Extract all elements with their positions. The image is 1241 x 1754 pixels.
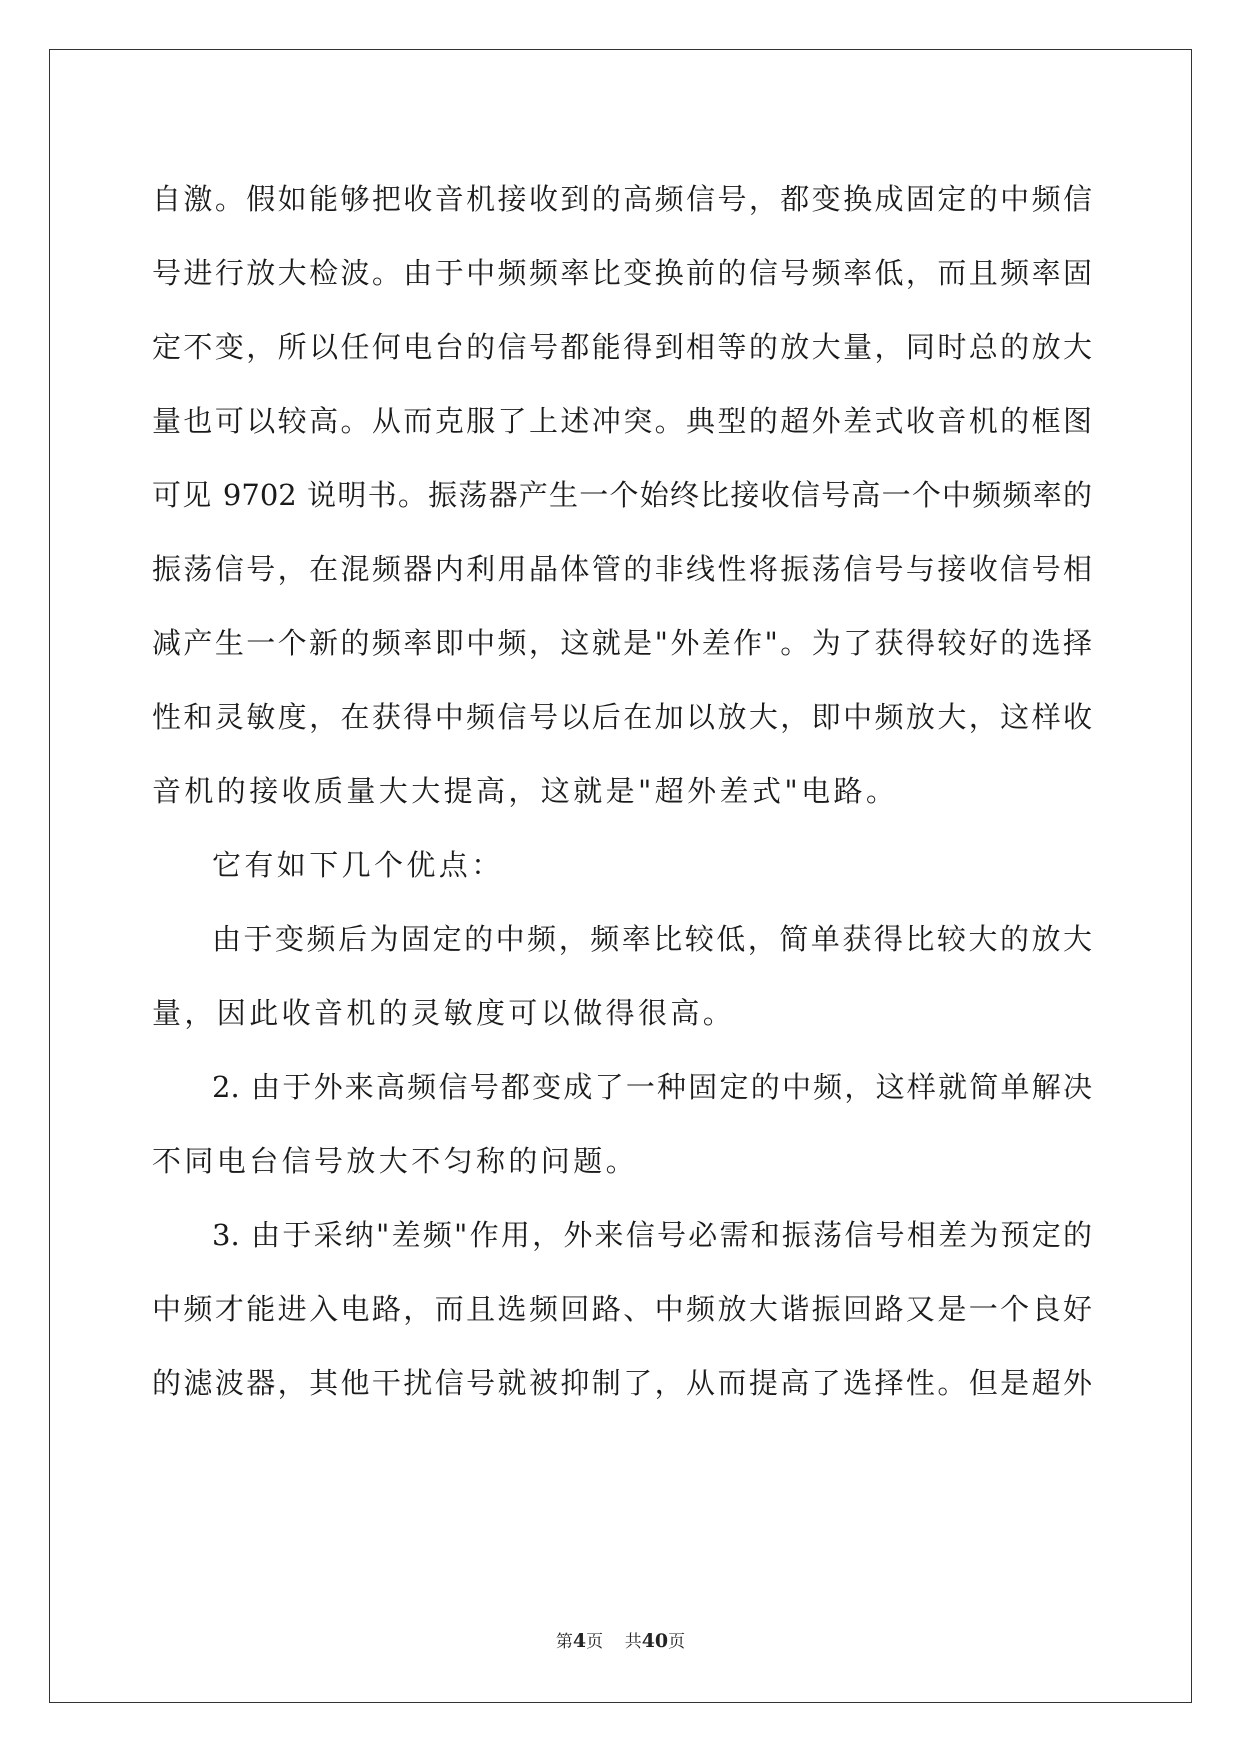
footer-page-suffix: 页 [586, 1632, 604, 1652]
text-line: 号进行放大检波。由于中频频率比变换前的信号频率低，而且频率固 [152, 256, 1092, 290]
page-number: 4 [572, 1630, 587, 1652]
text-line: 它有如下几个优点： [212, 848, 504, 882]
text-line: 由于变频后为固定的中频，频率比较低，简单获得比较大的放大 [212, 922, 1092, 956]
text-line: 中频才能进入电路，而且选频回路、中频放大谐振回路又是一个良好 [152, 1292, 1092, 1326]
text-line: 2. 由于外来高频信号都变成了一种固定的中频，这样就简单解决 [212, 1070, 1092, 1104]
footer-total-prefix: 共 [624, 1632, 642, 1652]
text-line: 振荡信号，在混频器内利用晶体管的非线性将振荡信号与接收信号相 [152, 552, 1092, 586]
text-line: 定不变，所以任何电台的信号都能得到相等的放大量，同时总的放大 [152, 330, 1092, 364]
document-body [152, 162, 1092, 1420]
text-line: 量，因此收音机的灵敏度可以做得很高。 [152, 996, 736, 1030]
total-pages: 40 [641, 1630, 669, 1652]
text-line: 减产生一个新的频率即中频，这就是"外差作"。为了获得较好的选择 [152, 626, 1092, 660]
text-line: 性和灵敏度，在获得中频信号以后在加以放大，即中频放大，这样收 [152, 700, 1092, 734]
text-line: 可见 9702 说明书。振荡器产生一个始终比接收信号高一个中频频率的 [152, 478, 1092, 512]
footer-prefix: 第 [555, 1632, 573, 1652]
text-line: 量也可以较高。从而克服了上述冲突。典型的超外差式收音机的框图 [152, 404, 1092, 438]
text-line: 3. 由于采纳"差频"作用，外来信号必需和振荡信号相差为预定的 [212, 1218, 1092, 1252]
text-line: 不同电台信号放大不匀称的问题。 [152, 1144, 639, 1178]
page-footer [0, 1627, 1241, 1652]
text-line: 的滤波器，其他干扰信号就被抑制了，从而提高了选择性。但是超外 [152, 1366, 1092, 1400]
footer-total-suffix: 页 [668, 1632, 686, 1652]
text-line: 音机的接收质量大大提高，这就是"超外差式"电路。 [152, 774, 899, 808]
text-line: 自激。假如能够把收音机接收到的高频信号，都变换成固定的中频信 [152, 182, 1092, 216]
